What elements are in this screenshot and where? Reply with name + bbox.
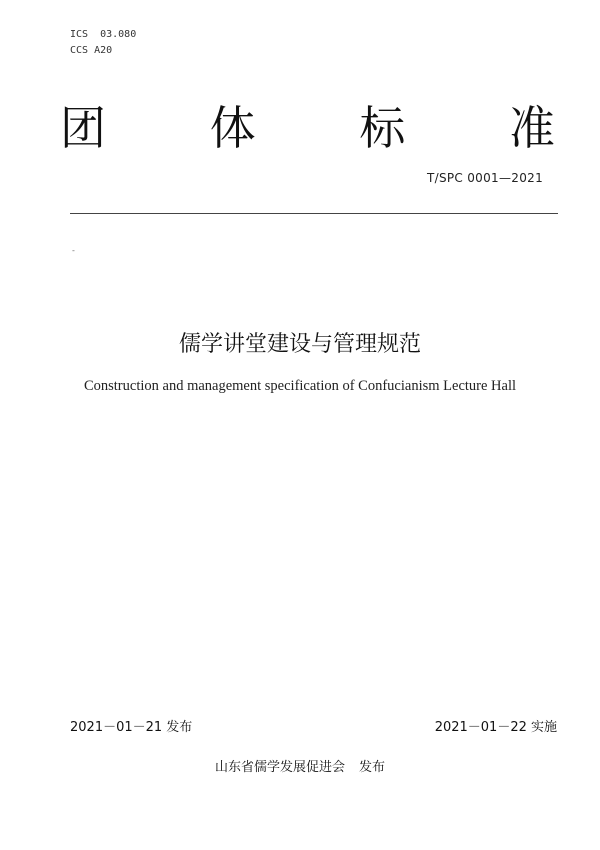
classification-codes [70, 27, 136, 59]
doc-type-char-2: 体 [209, 101, 256, 155]
implementation-date: 2021－01－22 实施 [434, 720, 557, 735]
issue-date: 2021－01－21 发布 [70, 720, 193, 735]
ics-code: ICS 03.080 [70, 29, 137, 40]
publisher-action: 发布 [359, 760, 386, 775]
separator-mark: - [72, 246, 75, 255]
header-divider [70, 213, 558, 214]
publisher-line [0, 756, 600, 775]
standard-number: T/SPC 0001—2021 [427, 171, 543, 185]
document-type-heading [60, 98, 555, 158]
doc-type-char-1: 团 [60, 101, 106, 155]
chinese-title: 儒学讲堂建设与管理规范 [178, 332, 421, 357]
doc-type-char-3: 标 [359, 101, 406, 155]
doc-type-char-4: 准 [508, 101, 555, 155]
ccs-code: CCS A20 [70, 45, 113, 56]
english-title: Construction and management specification of Confucianism Lecture Hall [83, 378, 517, 394]
publisher-name: 山东省儒学发展促进会 [214, 760, 345, 775]
